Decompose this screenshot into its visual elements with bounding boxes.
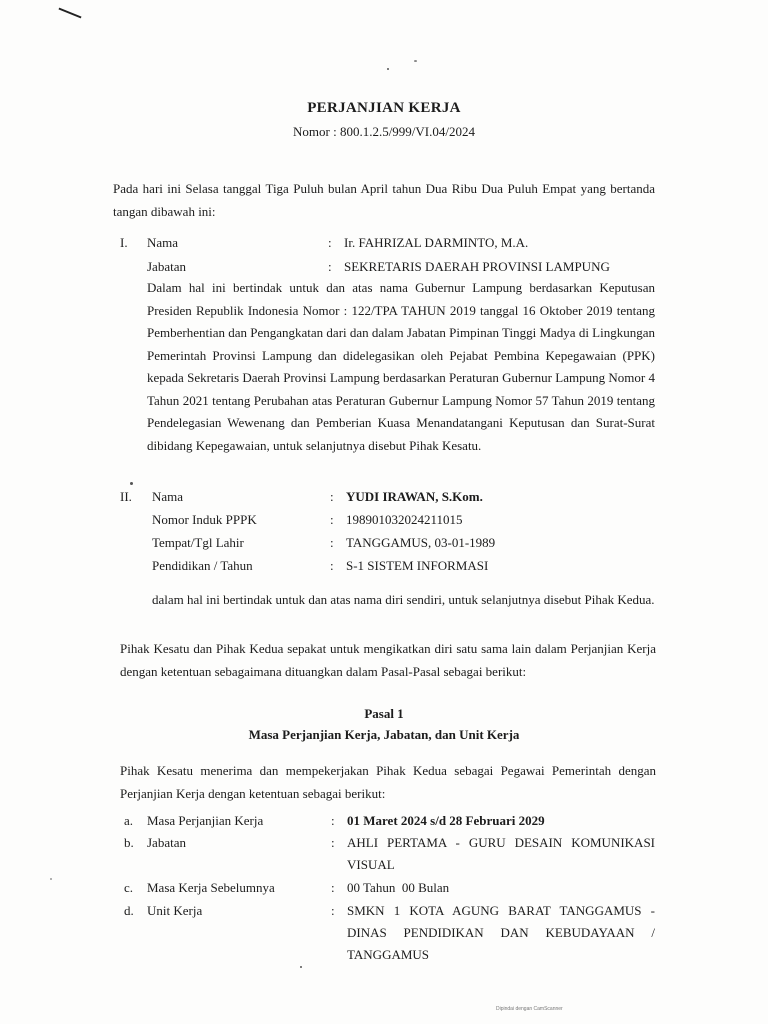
item-letter: d. (124, 903, 134, 918)
party2-nip-value: 198901032024211015 (346, 512, 463, 527)
scan-artifact-mark (58, 8, 81, 19)
scan-speck (130, 482, 133, 485)
job-position-value: AHLI PERTAMA - GURU DESAIN KOMUNIKASI VISUAL (347, 835, 655, 872)
contract-period-value: 01 Maret 2024 s/d 28 Februari 2029 (347, 813, 545, 828)
pasal1-intro: Pihak Kesatu menerima dan mempekerjakan Pihak Kedua sebagai Pegawai Pemerintah dengan Perjanjian Kerja dengan ketentuan sebagai berikut: (120, 763, 656, 801)
item-label: Masa Perjanjian Kerja (147, 813, 264, 828)
field-label: Nomor Induk PPPK (152, 512, 257, 527)
item-label: Masa Kerja Sebelumnya (147, 880, 275, 895)
previous-service-value: 00 Tahun 00 Bulan (347, 880, 450, 895)
field-colon: : (331, 880, 335, 895)
agreement-paragraph: Pihak Kesatu dan Pihak Kedua sepakat untuk mengikatkan diri satu sama lain dalam Perjanjian Kerja dengan ketentuan sebagaimana dituangkan dalam Pasal-Pasal sebagai berikut: (120, 641, 656, 679)
field-label: Nama (147, 235, 179, 250)
field-colon: : (331, 835, 335, 850)
intro-paragraph: Pada hari ini Selasa tanggal Tiga Puluh bulan April tahun Dua Ribu Dua Puluh Empat yang bertanda tangan dibawah ini: (113, 181, 655, 219)
scan-speck (414, 60, 417, 62)
party2-birth-value: TANGGAMUS, 03-01-1989 (346, 535, 496, 550)
scanner-watermark: Dipindai dengan CamScanner (496, 1006, 563, 1012)
field-colon: : (331, 813, 335, 828)
document-title: PERJANJIAN KERJA (307, 100, 461, 116)
item-label: Unit Kerja (147, 903, 203, 918)
field-colon: : (328, 259, 332, 274)
item-letter: b. (124, 835, 134, 850)
party2-description: dalam hal ini bertindak untuk dan atas nama diri sendiri, untuk selanjutnya disebut Pihak Kedua. (152, 592, 655, 607)
field-label: Tempat/Tgl Lahir (152, 535, 244, 550)
pasal-heading: Pasal 1 (364, 706, 404, 721)
scan-speck (300, 966, 302, 968)
scan-speck (50, 878, 52, 880)
field-colon: : (330, 558, 334, 573)
party1-position-value: SEKRETARIS DAERAH PROVINSI LAMPUNG (344, 259, 610, 274)
scan-speck (387, 68, 389, 70)
document-number: Nomor : 800.1.2.5/999/VI.04/2024 (293, 124, 475, 139)
field-colon: : (328, 235, 332, 250)
field-label: Pendidikan / Tahun (152, 558, 253, 573)
party2-education-value: S-1 SISTEM INFORMASI (346, 558, 489, 573)
field-label: Jabatan (147, 259, 186, 274)
item-label: Jabatan (147, 835, 186, 850)
field-colon: : (330, 512, 334, 527)
party1-description: Dalam hal ini bertindak untuk dan atas nama Gubernur Lampung berdasarkan Keputusan Presiden Republik Indonesia Nomor : 122/TPA TAHUN 2019 tanggal 16 Oktober 2019 tentang Pemberhentian dan Pengangkatan dari dan dalam Jabatan Pimpinan Tinggi Madya di Lingkungan Pemerintah Provinsi Lampung dan didelegasikan oleh Pejabat Pembina Kepegawaian (PPK) kepada Sekretaris Daerah Provinsi Lampung berdasarkan Peraturan Gubernur Lampung Nomor 4 Tahun 2021 tentang Perubahan atas Peraturan Gubernur Lampung Nomor 57 Tahun 2019 tentang Pendelegasian Wewenang dan Pemberian Kuasa Menandatangani Keputusan dan Surat-Surat dibidang Kepegawaian, untuk selanjutnya disebut Pihak Kesatu. (147, 280, 655, 453)
field-label: Nama (152, 489, 184, 504)
pasal-subheading: Masa Perjanjian Kerja, Jabatan, dan Unit Kerja (248, 727, 520, 742)
party1-name-value: Ir. FAHRIZAL DARMINTO, M.A. (344, 235, 529, 250)
party2-number: II. (120, 489, 132, 504)
work-unit-value: SMKN 1 KOTA AGUNG BARAT TANGGAMUS - DINAS PENDIDIKAN DAN KEBUDAYAAN / TANGGAMUS (347, 903, 655, 962)
field-colon: : (330, 489, 334, 504)
party1-number: I. (120, 235, 128, 250)
field-colon: : (331, 903, 335, 918)
item-letter: c. (124, 880, 134, 895)
party2-name-value: YUDI IRAWAN, S.Kom. (346, 489, 483, 504)
field-colon: : (330, 535, 334, 550)
item-letter: a. (124, 813, 134, 828)
